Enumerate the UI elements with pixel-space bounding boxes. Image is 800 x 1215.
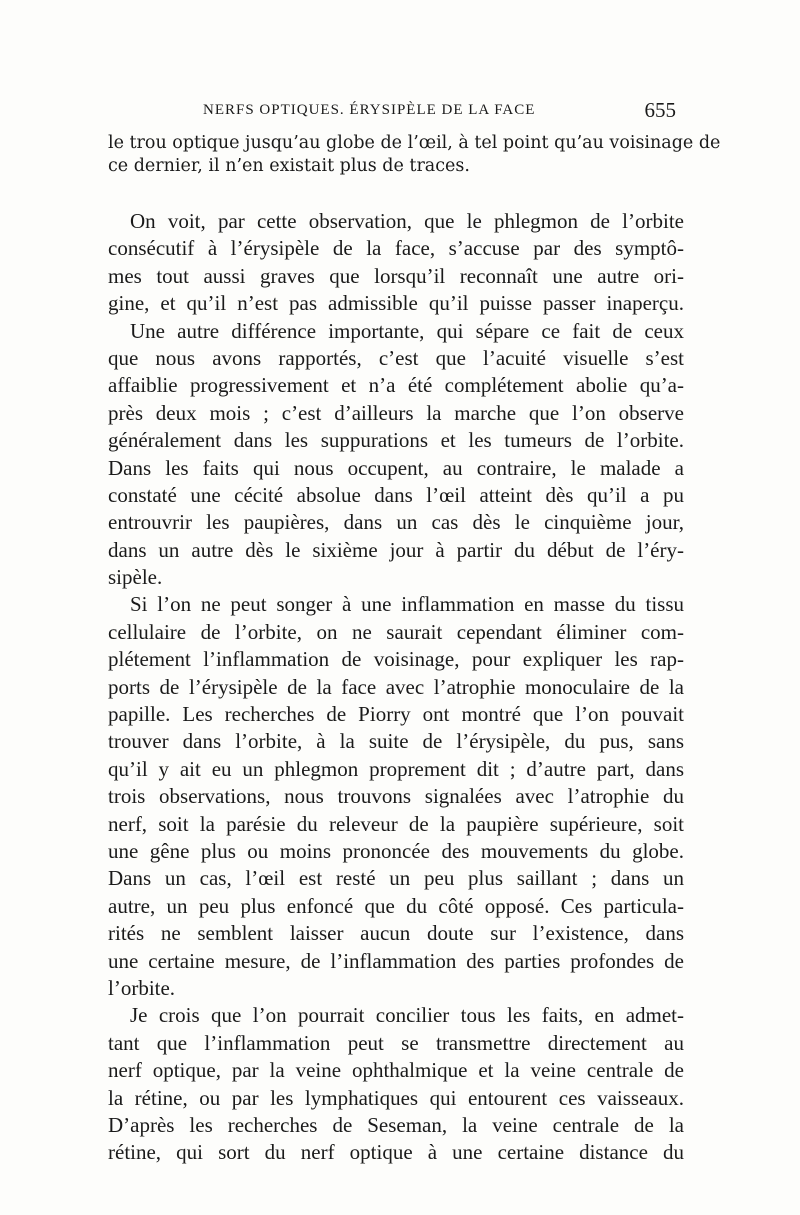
text-line: une gêne plus ou moins prononcée des mouvements du globe. [108,838,684,863]
text-line: affaiblie progressivement et n’a été complétement abolie qu’a- [108,373,684,398]
text-line: consécutif à l’érysipèle de la face, s’accuse par des symptô- [108,236,684,261]
text-line: Une autre différence importante, qui sépare ce fait de ceux [130,318,684,343]
text-line: Je crois que l’on pourrait concilier tous les faits, en admet- [130,1003,684,1028]
text-line: rétine, qui sort du nerf optique à une certaine distance du [108,1140,684,1165]
text-line: cellulaire de l’orbite, on ne saurait cependant éliminer com- [108,619,684,644]
text-line: le trou optique jusqu’au globe de l’œil, à tel point qu’au voisinage de [108,133,721,153]
text-line: près deux mois ; c’est d’ailleurs la marche que l’on observe [108,400,684,425]
text-line: la rétine, ou par les lymphatiques qui entourent ces vaisseaux. [108,1085,684,1110]
text-line: autre, un peu plus enfoncé que du côté opposé. Ces particula- [108,893,684,918]
text-line: Si l’on ne peut songer à une inflammation en masse du tissu [130,592,684,617]
text-line: trois observations, nous trouvons signalées avec l’atrophie du [108,784,684,809]
text-line: rités ne semblent laisser aucun doute sur l’existence, dans [108,921,684,946]
text-line: D’après les recherches de Seseman, la veine centrale de la [108,1112,684,1137]
text-line: nerf, soit la parésie du releveur de la paupière supérieure, soit [108,811,684,836]
text-line: tant que l’inflammation peut se transmettre directement au [108,1030,684,1055]
running-head [108,98,676,126]
text-line: que nous avons rapportés, c’est que l’acuité visuelle s’est [108,345,684,370]
text-line: On voit, par cette observation, que le phlegmon de l’orbite [130,209,684,233]
text-line: entrouvrir les paupières, dans un cas dès le cinquième jour, [108,510,684,535]
text-line: ports de l’érysipèle de la face avec l’atrophie monoculaire de la [108,674,684,699]
text-line: une certaine mesure, de l’inflammation des parties profondes de [108,948,684,973]
text-line: constaté une cécité absolue dans l’œil atteint dès qu’il a pu [108,482,684,507]
text-line: l’orbite. [108,975,176,1000]
text-line: gine, et qu’il n’est pas admissible qu’il puisse passer inaperçu. [108,291,684,316]
text-line: sipèle. [108,565,163,590]
running-head-title: NERFS OPTIQUES. ÉRYSIPÈLE DE LA FACE [203,102,536,118]
text-line: dans un autre dès le sixième jour à partir du début de l’éry- [108,537,684,562]
text-line: nerf optique, par la veine ophthalmique et la veine centrale de [108,1058,684,1083]
text-line: qu’il y ait eu un phlegmon proprement dit ; d’autre part, dans [108,756,684,781]
text-line: Dans un cas, l’œil est resté un peu plus saillant ; dans un [108,866,684,891]
body-text [108,208,684,1167]
text-line: plétement l’inflammation de voisinage, pour expliquer les rap- [108,647,684,672]
text-line: mes tout aussi graves que lorsqu’il reconnaît une autre ori- [108,263,684,288]
text-line: Dans les faits qui nous occupent, au contraire, le malade a [108,455,684,480]
text-line: ce dernier, il n’en existait plus de traces. [108,156,470,176]
text-line: trouver dans l’orbite, à la suite de l’érysipèle, du pus, sans [108,729,684,754]
page-number: 655 [644,98,676,122]
continuation-paragraph [108,132,721,178]
text-line: papille. Les recherches de Piorry ont montré que l’on pouvait [108,702,684,727]
text-line: généralement dans les suppurations et les tumeurs de l’orbite. [108,428,684,453]
